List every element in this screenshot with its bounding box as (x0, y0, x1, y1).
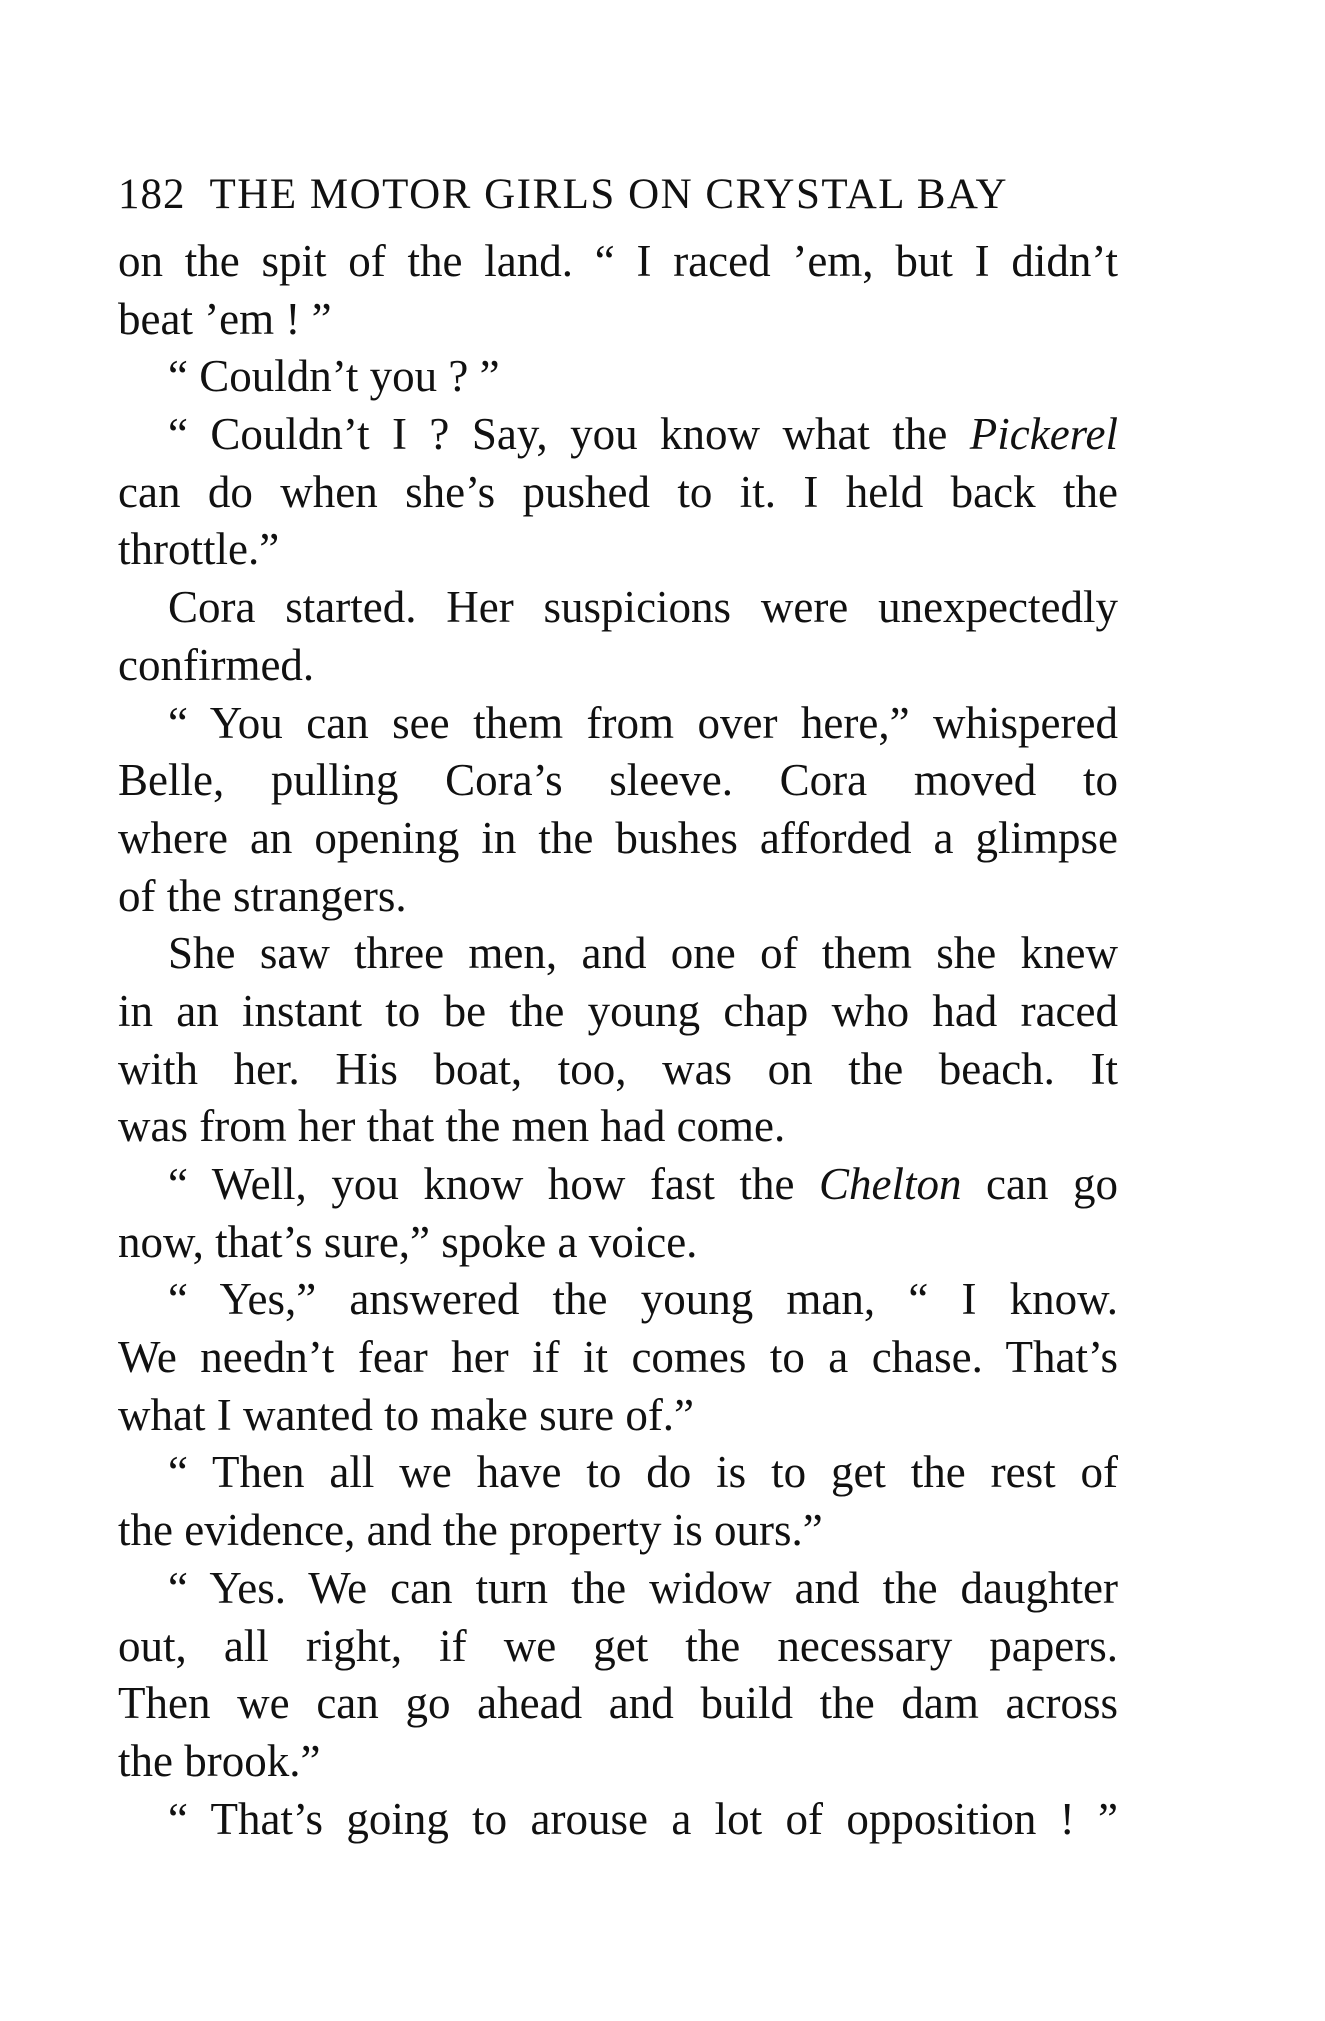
text-line: was from her that the men had come. (118, 1101, 786, 1152)
text-line: “ Yes. We can turn the widow and the daughter (168, 1562, 1118, 1613)
text-line (118, 406, 1118, 464)
text-line: out, all right, if we get the necessary papers. (118, 1620, 1118, 1671)
text-line: with her. His boat, too, was on the beach. It (118, 1043, 1118, 1094)
text-line: in an instant to be the young chap who had raced (118, 985, 1118, 1036)
body-text (118, 233, 1118, 1848)
text-line: now, that’s sure,” spoke a voice. (118, 1216, 698, 1267)
italic-text: Pickerel (969, 409, 1118, 460)
text-line: where an opening in the bushes afforded a glimpse (118, 812, 1118, 863)
text-line: can do when she’s pushed to it. I held back the (118, 466, 1118, 517)
text-line: She saw three men, and one of them she knew (168, 928, 1118, 979)
text-line: “ You can see them from over here,” whispered (168, 697, 1118, 748)
text-segment: “ Couldn’t I ? Say, you know what the (168, 409, 970, 460)
text-line: of the strangers. (118, 870, 407, 921)
text-line: throttle.” (118, 524, 280, 575)
text-line: on the spit of the land. “ I raced ’em, but I didn’t (118, 236, 1118, 286)
text-segment: “ Well, you know how fast the (168, 1159, 819, 1209)
text-line: “ Yes,” answered the young man, “ I know. (168, 1274, 1118, 1325)
page-number: 182 (118, 171, 186, 218)
text-line: We needn’t fear her if it comes to a chase. That’s (118, 1332, 1118, 1383)
text-line: “ Then all we have to do is to get the rest of (168, 1447, 1118, 1498)
text-line: Belle, pulling Cora’s sleeve. Cora moved to (118, 755, 1118, 806)
text-line: the brook.” (118, 1735, 321, 1786)
text-segment: can go (961, 1159, 1119, 1209)
text-line: Cora started. Her suspicions were unexpectedly (168, 582, 1118, 633)
italic-text: Chelton (818, 1159, 962, 1209)
text-line: beat ’em ! ” (118, 293, 332, 344)
book-page (118, 170, 1118, 1848)
running-title: THE MOTOR GIRLS ON CRYSTAL BAY (209, 171, 1009, 218)
running-head (118, 170, 1118, 219)
text-line: the evidence, and the property is ours.” (118, 1505, 823, 1556)
text-line: confirmed. (118, 639, 315, 690)
text-line: “ Couldn’t you ? ” (168, 351, 500, 402)
text-line: what I wanted to make sure of.” (118, 1389, 695, 1440)
text-line: Then we can go ahead and build the dam across (118, 1678, 1118, 1729)
text-line: “ That’s going to arouse a lot of opposition ! ” (168, 1793, 1118, 1844)
text-line (118, 1156, 1118, 1214)
